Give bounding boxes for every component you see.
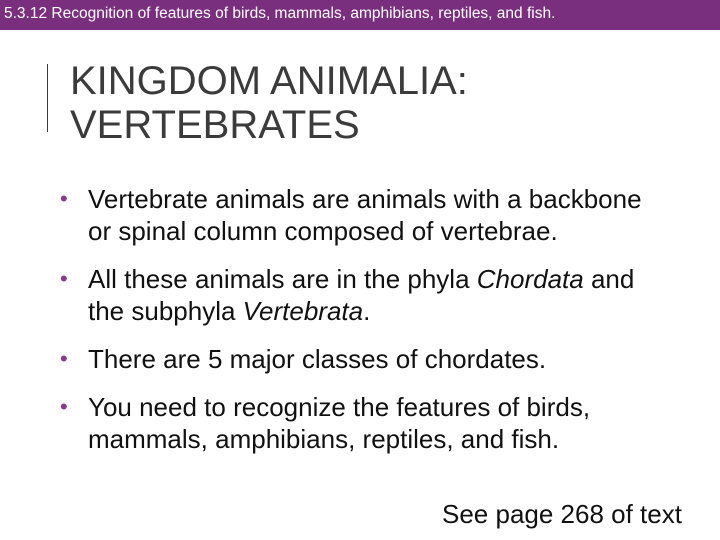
bullet-marker: • [60, 186, 68, 211]
title-accent-rule [47, 64, 48, 132]
bullet-marker: • [60, 346, 68, 371]
bullet-text-part: . [363, 296, 371, 326]
slide-title-line1: KINGDOM ANIMALIA: [70, 59, 468, 103]
slide-title-line2: VERTEBRATES [70, 103, 360, 147]
bullet-item [60, 391, 660, 455]
bullet-item [60, 343, 660, 375]
page-reference-note: See page 268 of text [442, 499, 682, 529]
phylum-name: Chordata [476, 264, 584, 294]
slide-header-bar [0, 0, 720, 30]
bullet-item [60, 263, 660, 327]
slide-header-text: 5.3.12 Recognition of features of birds, mammals, amphibians, reptiles, and fish. [4, 5, 556, 22]
bullet-text: Vertebrate animals are animals with a backbone or spinal column composed of vertebrae. [88, 184, 642, 246]
bullet-marker: • [60, 266, 68, 291]
bullet-text-part: All these animals are in the phyla [88, 264, 477, 294]
bullet-list [60, 183, 660, 471]
bullet-text: There are 5 major classes of chordates. [88, 344, 547, 374]
bullet-marker: • [60, 394, 68, 419]
subphylum-name: Vertebrata [242, 296, 364, 326]
bullet-item [60, 183, 660, 247]
bullet-text-part: and the subphyla [88, 264, 635, 326]
bullet-text: You need to recognize the features of birds, mammals, amphibians, reptiles, and fish. [88, 392, 591, 454]
